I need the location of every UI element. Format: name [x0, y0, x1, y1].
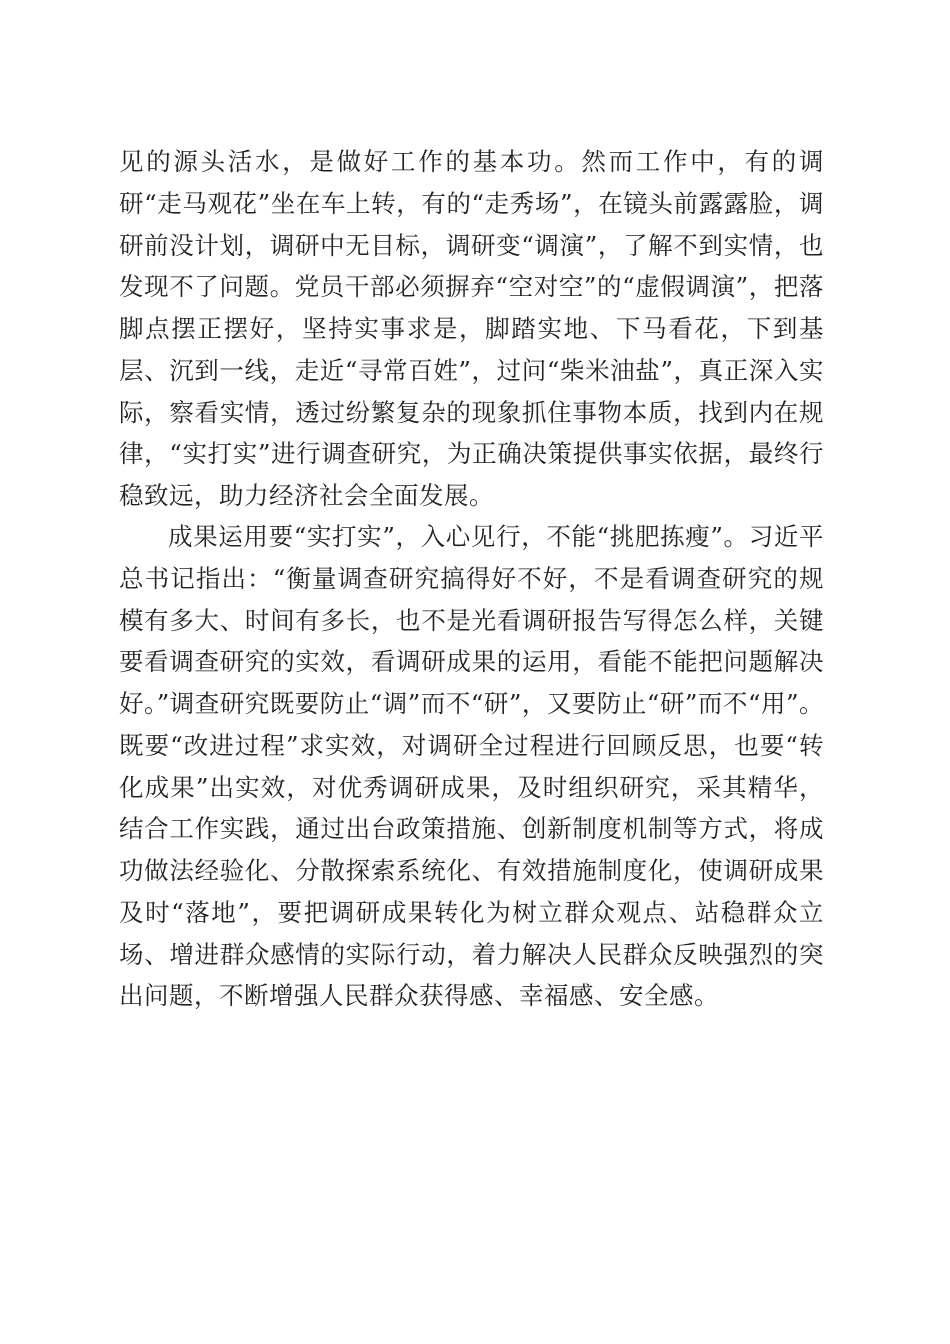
body-paragraph-continued: 见的源头活水，是做好工作的基本功。然而工作中，有的调研“走马观花”坐在车上转，有的“走秀场”，在镜头前露露脸，调研前没计划，调研中无目标，调研变“调演”，了解不到实情，也发现不了问题。党员干部必须摒弃“空对空”的“虚假调演”，把落脚点摆正摆好，坚持实事求是，脚踏实地、下马看花，下到基层、沉到一线，走近“寻常百姓”，过问“柴米油盐”，真正深入实际，察看实情，透过纷繁复杂的现象抓住事物本质，找到内在规律，“实打实”进行调查研究，为正确决策提供事实依据，最终行稳致远，助力经济社会全面发展。 — [119, 147, 824, 510]
body-paragraph-results-application: 成果运用要“实打实”，入心见行，不能“挑肥拣瘦”。习近平总书记指出：“衡量调查研究搞得好不好，不是看调查研究的规模有多大、时间有多长，也不是光看调研报告写得怎么样，关键要看调查研究的实效，看调研成果的运用，看能不能把问题解决好。”调查研究既要防止“调”而不“研”，又要防止“研”而不“用”。既要“改进过程”求实效，对调研全过程进行回顾反思，也要“转化成果”出实效，对优秀调研成果，及时组织研究，采其精华，结合工作实践，通过出台政策措施、创新制度机制等方式，将成功做法经验化、分散探索系统化、有效措施制度化，使调研成果及时“落地”，要把调研成果转化为树立群众观点、站稳群众立场、增进群众感情的实际行动，着力解决人民群众反映强烈的突出问题，不断增强人民群众获得感、幸福感、安全感。 — [119, 522, 824, 1011]
